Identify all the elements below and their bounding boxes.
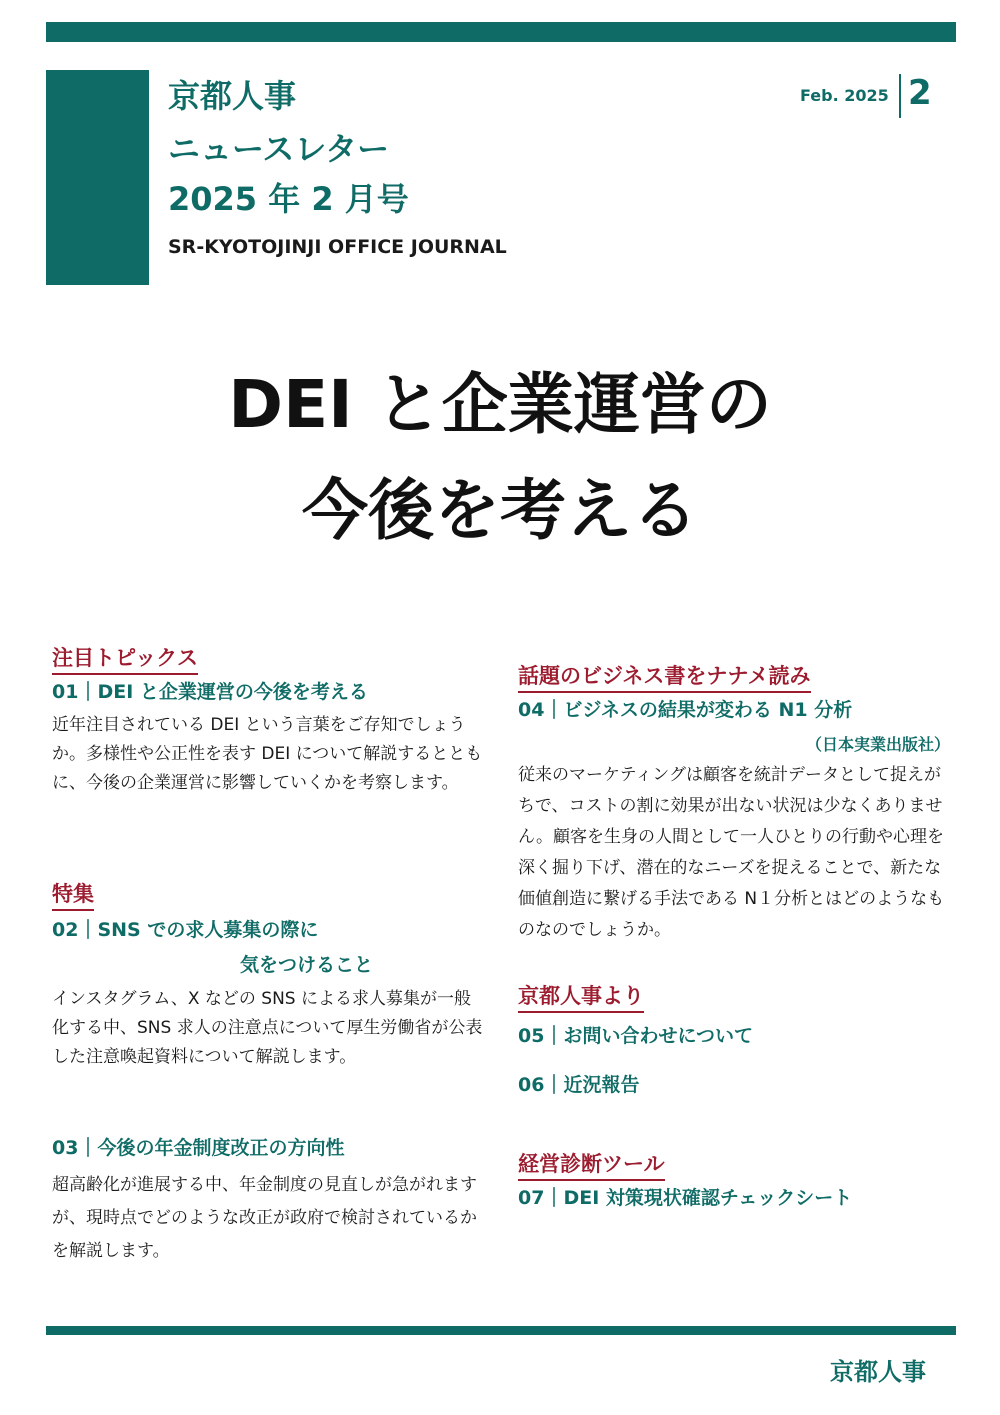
section-title-topics: 注目トピックス (52, 646, 198, 675)
item-05-title: 05｜お問い合わせについて (518, 1025, 754, 1047)
item-04-body: 従来のマーケティングは顧客を統計データとして捉えがちで、コストの割に効果が出ない状況は少なくありません。顧客を生身の人間として一人ひとりの行動や心理を深く掘り下げ、潜在的なニーズを捉えることで、新たな価値創造に繋げる手法である N１分析とはどのようなものなのでしょうか。 (518, 765, 945, 940)
issue-title: 2025 年 2 月号 (168, 180, 409, 218)
item-02-title: 02｜SNS での求人募集の際に (52, 919, 319, 941)
item-02-title-cont: 気をつけること (240, 954, 374, 976)
newsletter-brand: 京都人事 (168, 77, 297, 115)
item-04-publisher: （日本実業出版社） (805, 735, 950, 754)
date-divider (899, 74, 901, 118)
item-02-body: インスタグラム、X などの SNS による求人募集が一般化する中、SNS 求人の注意点について厚生労働省が公表した注意喚起資料について解説します。 (52, 989, 483, 1067)
top-accent-bar (46, 22, 956, 42)
bottom-accent-bar (46, 1326, 956, 1335)
item-03-body: 超高齢化が進展する中、年金制度の見直しが急がれますが、現時点でどのような改正が政府で検討されているかを解説します。 (52, 1175, 477, 1261)
item-03-title: 03｜今後の年金制度改正の方向性 (52, 1137, 345, 1159)
newsletter-name: ニュースレター (168, 130, 390, 168)
item-06-title: 06｜近況報告 (518, 1074, 640, 1096)
section-title-from-kyotojinji: 京都人事より (518, 984, 644, 1013)
item-01-body: 近年注目されている DEI という言葉をご存知でしょうか。多様性や公正性を表す DEI について解説するとともに、今後の企業運営に影響していくかを考察します。 (52, 715, 483, 793)
journal-name: SR-KYOTOJINJI OFFICE JOURNAL (168, 236, 507, 258)
section-title-business-books: 話題のビジネス書をナナメ読み (518, 664, 811, 693)
header-side-block (46, 70, 149, 285)
issue-number: 2 (908, 73, 932, 113)
item-07-title: 07｜DEI 対策現状確認チェックシート (518, 1187, 853, 1209)
headline-line1: DEI と企業運営の (228, 366, 772, 443)
issue-date: Feb. 2025 (800, 86, 889, 105)
footer-brand: 京都人事 (830, 1358, 926, 1386)
section-title-diagnosis-tool: 経営診断ツール (518, 1152, 665, 1181)
item-01-title: 01｜DEI と企業運営の今後を考える (52, 681, 368, 703)
item-04-title: 04｜ビジネスの結果が変わる N1 分析 (518, 699, 853, 721)
section-title-feature: 特集 (52, 882, 94, 911)
headline-line2: 今後を考える (302, 472, 698, 549)
